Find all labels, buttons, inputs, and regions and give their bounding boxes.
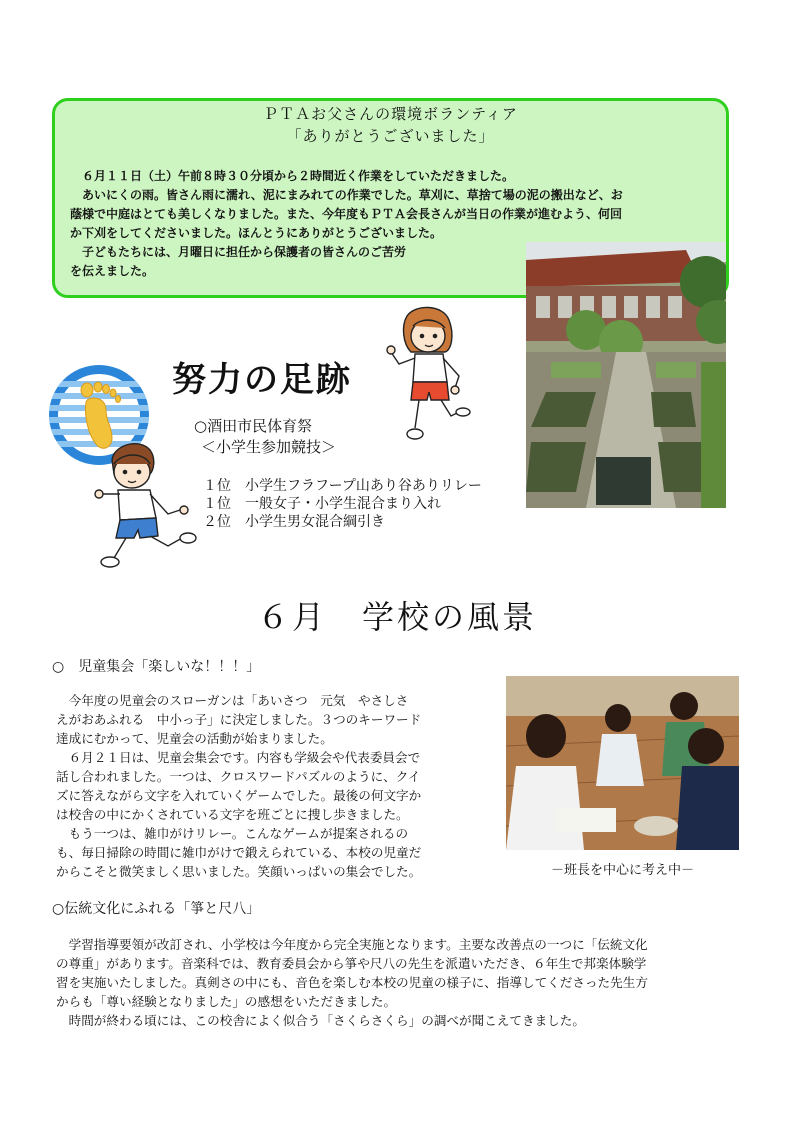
pta-text-line: 子どもたちには、月曜日に担任から保護者の皆さんのご苦労 bbox=[70, 245, 407, 259]
running-boy-illustration bbox=[92, 438, 202, 570]
courtyard-garden-photo bbox=[526, 242, 726, 508]
scene-title: ６月 学校の風景 bbox=[256, 598, 537, 636]
running-girl-illustration bbox=[385, 304, 475, 448]
result-item: １位 小学生フラフープ山あり谷ありリレー bbox=[203, 478, 482, 494]
result-item: ２位 小学生男女混合綱引き bbox=[203, 514, 385, 530]
culture-text-line: からも「尊い経験となりました」の感想をいただきました。 bbox=[56, 994, 397, 1009]
event-subtitle: ＜小学生参加競技＞ bbox=[201, 438, 337, 456]
culture-text-line: の尊重」があります。音楽科では、教育委員会から箏や尺八の先生を派遣いただき、６年生で邦楽体験学 bbox=[56, 956, 647, 971]
pta-text-line: か下刈をしてくださいました。ほんとうにありがとうございました。 bbox=[70, 226, 443, 240]
photo-caption: －班長を中心に考え中－ bbox=[550, 863, 694, 878]
assembly-text-line: えがおあふれる 中小っ子」に決定しました。３つのキーワード bbox=[56, 712, 422, 727]
children-discussion-photo bbox=[506, 676, 739, 850]
assembly-text-line: 達成にむかって、児童会の活動が始まりました。 bbox=[56, 731, 333, 746]
assembly-text-line: 話し合われました。一つは、クロスワードパズルのように、クイ bbox=[56, 769, 421, 784]
pta-text-line: を伝えました。 bbox=[70, 264, 155, 278]
pta-title-line1: ＰＴＡお父さんの環境ボランティア bbox=[263, 105, 518, 123]
assembly-text-line: ズに答えながら文字を入れていくゲームでした。最後の何文字か bbox=[56, 788, 422, 803]
assembly-text-line: は校舎の中にかくされている文字を班ごとに捜し歩きました。 bbox=[56, 807, 409, 822]
assembly-text-line: ６月２１日は、児童会集会です。内容も学級会や代表委員会で bbox=[56, 750, 421, 765]
pta-text-line: あいにくの雨。皆さん雨に濡れ、泥にまみれての作業でした。草刈に、草捨て場の泥の搬出など、お bbox=[70, 188, 623, 202]
assembly-heading: ○ 児童集会「楽しいな！！！」 bbox=[52, 659, 261, 675]
pta-title-line2: 「ありがとうございました」 bbox=[286, 127, 495, 145]
culture-heading: ○伝統文化にふれる「箏と尺八」 bbox=[52, 901, 261, 917]
pta-text-line: 蔭様で中庭はとても美しくなりました。また、今年度もＰＴＡ会長さんが当日の作業が進むよう、何回 bbox=[70, 207, 623, 221]
culture-text-line: 学習指導要領が改訂され、小学校は今年度から完全実施となります。主要な改善点の一つに「伝統文化 bbox=[56, 937, 648, 952]
event-name: ○酒田市民体育祭 bbox=[194, 417, 313, 435]
pta-text-line: ６月１１日（土）午前８時３０分頃から２時間近く作業をしていただきました。 bbox=[70, 169, 515, 183]
result-item: １位 一般女子・小学生混合まり入れ bbox=[203, 496, 441, 512]
assembly-text-line: も、毎日掃除の時間に雑巾がけで鍛えられている、本校の児童だ bbox=[56, 845, 422, 860]
culture-text-line: 時間が終わる頃には、この校舎によく似合う「さくらさくら」の調べが聞こえてきました。 bbox=[56, 1013, 585, 1028]
assembly-text-line: もう一つは、雑巾がけリレー。こんなゲームが提案されるの bbox=[56, 826, 409, 841]
effort-title: 努力の足跡 bbox=[172, 360, 352, 400]
assembly-text-line: 今年度の児童会のスローガンは「あいさつ 元気 やさしさ bbox=[56, 693, 409, 708]
culture-text-line: 習を実施いたしました。真剣さの中にも、音色を楽しむ本校の児童の様子に、指導してくださった先生方 bbox=[56, 975, 648, 990]
assembly-text-line: からこそと微笑ましく思いました。笑顔いっぱいの集会でした。 bbox=[56, 864, 422, 879]
